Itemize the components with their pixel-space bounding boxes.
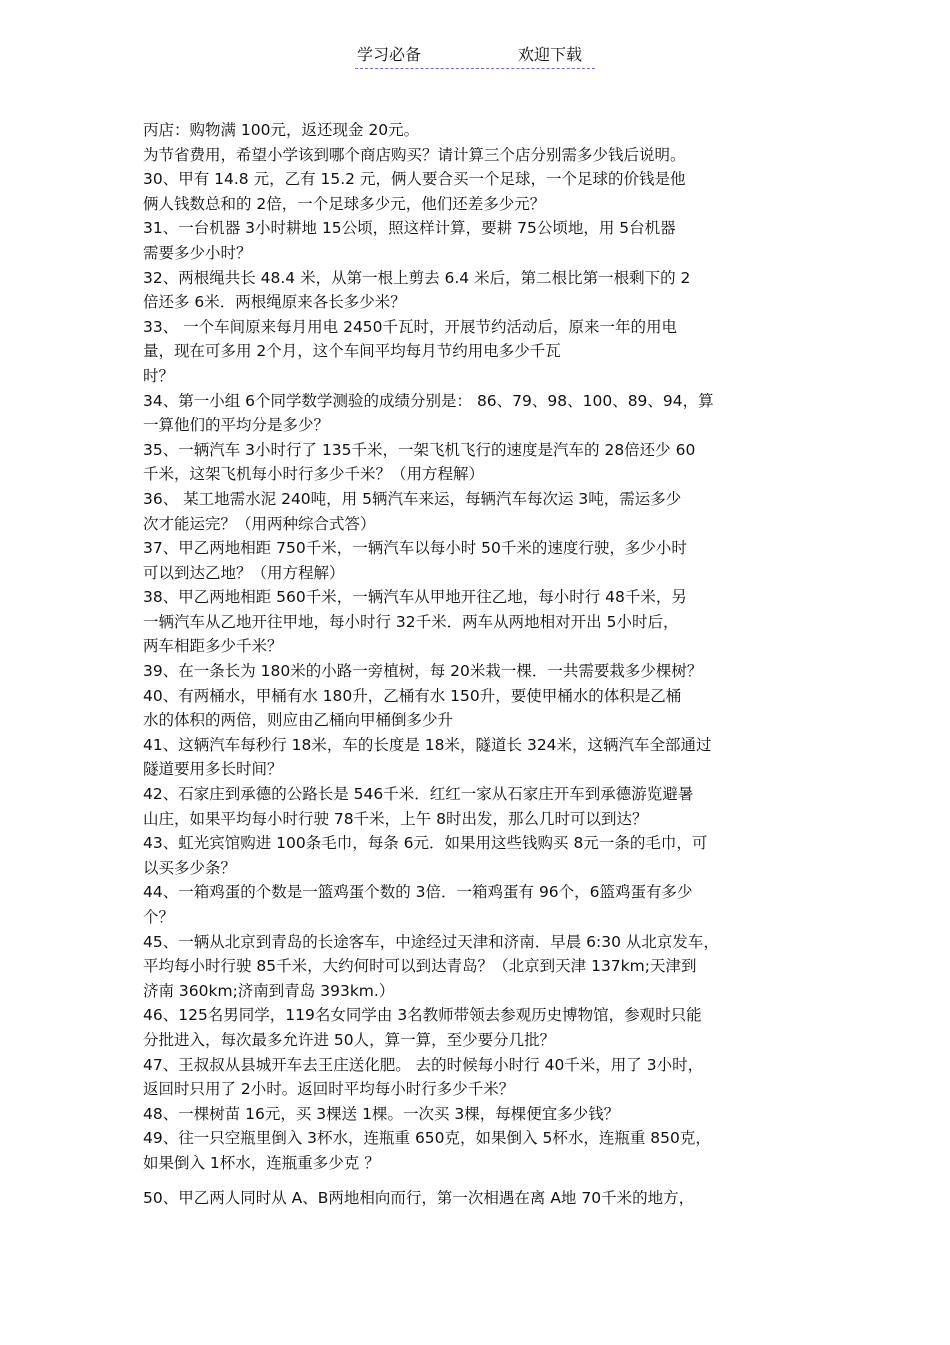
text-line: 倍还多 6米．两根绳原来各长多少米？ — [143, 293, 406, 312]
text-line: 46、125名男同学，119名女同学由 3名教师带领去参观历史博物馆，参观时只能 — [143, 1006, 702, 1025]
text-line: 返回时只用了 2小时。返回时平均每小时行多少千米？ — [143, 1080, 515, 1099]
text-line: 千米，这架飞机每小时行多少千米？（用方程解） — [143, 465, 485, 484]
text-line: 39、在一条长为 180米的小路一旁植树，每 20米栽一棵．一共需要栽多少棵树？ — [143, 662, 703, 681]
text-line: 为节省费用，希望小学该到哪个商店购买？请计算三个店分别需多少钱后说明。 — [143, 145, 686, 164]
text-line: 35、一辆汽车 3小时行了 135千米，一架飞机飞行的速度是汽车的 28倍还少 60 — [143, 440, 696, 459]
text-line: 次才能运完？（用两种综合式答） — [143, 514, 376, 533]
text-line: 俩人钱数总和的 2倍，一个足球多少元，他们还差多少元？ — [143, 194, 546, 213]
text-line: 可以到达乙地？（用方程解） — [143, 563, 345, 582]
text-line: 需要多少小时？ — [143, 243, 252, 262]
text-line: 50、甲乙两人同时从 A、B两地相向而行，第一次相遇在离 A地 70千米的地方， — [143, 1188, 695, 1207]
text-line: 济南 360km;济南到青岛 393km.） — [143, 981, 395, 1000]
text-line: 44、一箱鸡蛋的个数是一篮鸡蛋个数的 3倍．一箱鸡蛋有 96个，6篮鸡蛋有多少 — [143, 883, 693, 902]
text-line: 水的体积的两倍，则应由乙桶向甲桶倒多少升 — [143, 711, 454, 730]
text-line: 平均每小时行驶 85千米，大约何时可以到达青岛？（北京到天津 137km;天津到 — [143, 957, 697, 976]
problem-text — [143, 118, 823, 1210]
text-line: 个？ — [143, 908, 175, 926]
text-line: 31、一台机器 3小时耕地 15公顷，照这样计算，要耕 75公顷地，用 5台机器 — [143, 219, 676, 238]
text-line: 34、第一小组 6个同学数学测验的成绩分别是： 86、79、98、100、89、94，算 — [143, 391, 714, 410]
text-line: 33、 一个车间原来每月用电 2450千瓦时，开展节约活动后，原来一年的用电 — [143, 317, 678, 336]
text-line: 时？ — [143, 366, 175, 385]
header-left-text: 学习必备 — [357, 45, 422, 64]
text-line: 两车相距多少千米？ — [143, 637, 283, 656]
text-line: 一辆汽车从乙地开往甲地，每小时行 32千米．两车从两地相对开出 5小时后， — [143, 612, 679, 631]
text-line: 41、这辆汽车每秒行 18米，车的长度是 18米，隧道长 324米，这辆汽车全部通过 — [143, 735, 712, 754]
text-line: 42、石家庄到承德的公路长是 546千米．红红一家从石家庄开车到承德游览避暑 — [143, 785, 694, 804]
text-line: 49、往一只空瓶里倒入 3杯水，连瓶重 650克，如果倒入 5杯水，连瓶重 850克， — [143, 1129, 711, 1148]
text-line: 37、甲乙两地相距 750千米，一辆汽车以每小时 50千米的速度行驶，多少小时 — [143, 539, 687, 558]
text-line: 如果倒入 1杯水，连瓶重多少克 ？ — [143, 1153, 380, 1172]
text-line: 以买多少条？ — [143, 858, 237, 877]
text-line: 40、有两桶水，甲桶有水 180升，乙桶有水 150升，要使甲桶水的体积是乙桶 — [143, 686, 682, 705]
text-line: 丙店：购物满 100元，返还现金 20元。 — [143, 121, 420, 139]
text-line: 36、 某工地需水泥 240吨，用 5辆汽车来运，每辆汽车每次运 3吨，需运多少 — [143, 489, 682, 508]
text-line: 45、一辆从北京到青岛的长途客车，中途经过天津和济南．早晨 6:30 从北京发车， — [143, 932, 719, 951]
text-line: 47、王叔叔从县城开车去王庄送化肥。 去的时候每小时行 40千米，用了 3小时， — [143, 1055, 704, 1074]
text-line: 分批进入，每次最多允许进 50人，算一算，至少要分几批？ — [143, 1030, 556, 1049]
text-line: 38、甲乙两地相距 560千米，一辆汽车从甲地开往乙地，每小时行 48千米，另 — [143, 588, 687, 607]
text-line: 48、一棵树苗 16元，买 3棵送 1棵。一次买 3棵，每棵便宜多少钱？ — [143, 1104, 620, 1123]
text-line: 43、虹光宾馆购进 100条毛巾，每条 6元．如果用这些钱购买 8元一条的毛巾，可 — [143, 834, 708, 853]
text-line: 山庄，如果平均每小时行驶 78千米，上午 8时出发，那么几时可以到达？ — [143, 809, 648, 828]
header-right-text: 欢迎下载 — [518, 45, 583, 64]
text-line: 一算他们的平均分是多少？ — [143, 416, 330, 435]
page-header — [355, 42, 595, 69]
text-line: 32、两根绳共长 48.4 米，从第一根上剪去 6.4 米后，第二根比第一根剩下的 2 — [143, 268, 691, 287]
text-line: 隧道要用多长时间？ — [143, 760, 283, 779]
spacer — [143, 1176, 823, 1186]
text-line: 量，现在可多用 2个月，这个车间平均每月节约用电多少千瓦 — [143, 342, 561, 361]
text-line: 30、甲有 14.8 元，乙有 15.2 元，俩人要合买一个足球，一个足球的价钱是他 — [143, 170, 686, 189]
